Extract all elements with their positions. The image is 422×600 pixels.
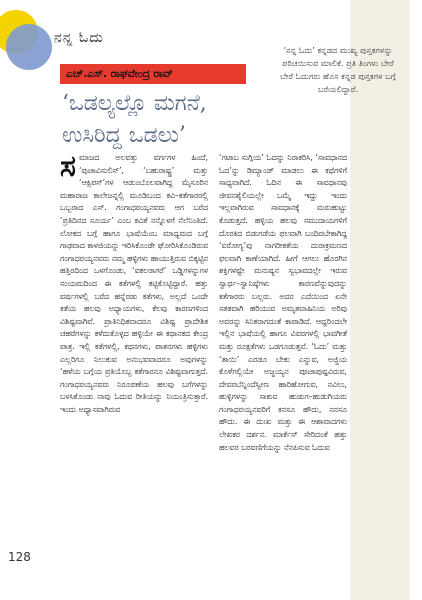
article-column-right: ‘ಗಟಾಬ ಸುಗ್ಗಿಯ’ ಓದನ್ನು ನಿರಾಕರಿಸಿ, ‘ಸಾವಧಾನದ ಓದ’ನ್ನು ಡಿಮ್ಯಾಂಡ್ ಮಾಡಲು ಈ ಕಥೆಗಳಿಗೆ ಸಾಧ್ಯವಾಗಿದೆ. ಓದಿನ ಈ ಸಾವಧಾನವು ಜೀವನಶೈಲಿಯಲ್ಲೇ ಒಮ್ಮೆ ಇದ್ದು ಇಂದು ಇಲ್ಲವಾಗಿರುವ ಸಾವಧಾನಕ್ಕೆ ಮರುಹುಟ್ಟು ಕೊಡುತ್ತದೆ. ಹಳ್ಳಿಯ ಹಲವು ಸಮುದಾಯಗಳಿಗೆ ದೊರಕಿದ ಬಿಡುಗಡೆಯ ಫಲವಾಗಿ ಬಂದಿರಬೇಕಾಗಿದ್ದ ‘ಐರೋಗ್ಯ’ವು ನಾಗರೀಕತೆಯ ದುರಾಕ್ರಮಣದ ಫಲವಾಗಿ ಕಾಣೆಯಾಗಿದೆ. ಹೀಗೆ ಆಗಲು ಹೊರಗಿನ ಶಕ್ತಿಗಳಷ್ಟೇ ಮನುಷ್ಯನ ಸ್ವಭಾವದಲ್ಲೇ ಇರುವ ಸ್ವಾರ್ಥ–ಸ್ವಾನಿಷ್ಠೆಗಳು ಕಾರಣವೆನ್ನುವುದನ್ನು ಕತೆಗಾರರು ಬಲ್ಲರು. ಅದರ ಎದೆಯಿಂದ ಏನೇ ಸತತವಾಗಿ ಹರಿಯುವ ಅಮೃತವಾಹಿನಿಯ ಅರಿವು ಅವರನ್ನು ಸಿನಿಕರಾಗದಂತೆ ಕಾಪಾಡಿದೆ. ಆದ್ದರಿಂದಲೇ ಇಲ್ಲಿನ ಭಾಷೆಯಲ್ಲಿ ಹಾಗೂ ವಿವರಗಳಲ್ಲಿ ಭಾವಗೀತೆ ಮತ್ತು ರೂಕ್ಷತೆಗಳು ಒಡಗೂಡುತ್ತವೆ. ‘ಓದು’ ಮತ್ತು ‘ತಾಯಿ’ ಎರಡೂ ಬೇಕು ಎನ್ನುವ, ಅಜ್ಜಿಯ ಕೊಳೆಗಲ್ಲಿಯೇ ಅಜ್ಜಯ್ಯನ ಪೂಜಾಪುಷ್ಪವಿರುವ, ದೇವರಬೆನ್ನಿಂದೆಸ್ವೀಣ ಹಾರಿಹೋಗುವ, ನವಿಲು, ಹುಳ್ಳಿಗಳನ್ನು ಸಾಕುವ ಹುಡುಗ–ಹುಡುಗಿಯರು ಗಂಗಾಧರಯ್ಯನವರಿಗೆ ಕನಸೂ ಹೌದು, ನನಸೂ ಹೌದು. ಈ ದುಃಖ ಮತ್ತು ಈ ಆಶಾವಾದಗಳು ಲೇಖಕರ ದರ್ಶನ. ಮಾರ್ಕೆಸ್ ಸೇರಿದಂತೆ ಹತ್ತು ಹಲವರ ಬರವಣಿಗೆಯನ್ನು ನೆನಪಿಸುವ ಓದುವ bbox=[219, 153, 347, 452]
article-title bbox=[62, 88, 262, 152]
series-intro: ‘ನನ್ನ ಓದು’ ಕನ್ನಡದ ಮುಖ್ಯ ಪುಸ್ತಕಗಳನ್ನು ಪರಿಚಯಿಸುವ ಮಾಲಿಕೆ. ಪ್ರತಿ ತಿಂಗಳು ಬೇರೆ ಬೇರೆ ಓದುಗರು ಹೊಸ ಕನ್ನಡ ಪುಸ್ತಕಗಳ ಬಗ್ಗೆ ಬರೆಯಲಿದ್ದಾರೆ. bbox=[280, 45, 396, 94]
drop-cap: ಸ bbox=[60, 149, 76, 184]
decorative-circle-blue bbox=[6, 24, 52, 70]
title-line-2: ಉಸಿರಿದ್ದ ಒಡಲು’ bbox=[62, 123, 186, 148]
section-label: ನನ್ನ ಓದು bbox=[54, 30, 104, 46]
left-column-text: ಮಾಜದ ಅಲವತ್ತು ವರ್ಗಗಳ ಹಿಂದೆ, ‘ಪುಜಾವಿಸುಲಿಸ್’, ‘ಬಹುರಾಷ್ಟ್ರ’ ಮತ್ತು ‘ಆಕ್ಸಿಪಸ್’ಗಳ ಆಡುಂಬೊಲವಾಗಿದ್ದ ಮೈಸೂರಿನ ಮಹಾರಾಜ ಕಾಲೇಜನ್ನಲ್ಲಿ ಮೂಡಿಬಂದ ಕವಿ–ಕತೆಗಾರರಲ್ಲಿ ಒಬ್ಬರಾದ ಎಸ್. ಗಂಗಾಧರಯ್ಯನವರು ಆಗ ಬರೆದ ‘ಪ್ರತಿದಿನದ ಸೂರ್ಯ’ ಎಂಬ ಕವಿತೆ ನನ್ನೊಳಗೆ ನೆಲೆನಿಂತಿದೆ. ಲೋಕದ ಬಗ್ಗೆ ಹಾಗೂ ಭಾಷೆಯೆಂಬ ಮಾಧ್ಯಮದ ಬಗ್ಗೆ ಗಾಢವಾದ ಕಾಳಜಿಯನ್ನು ಇರಿಸಿಕೊಂಡೇ ಘೋರಿಸಿಕೊಂಡಿರುವ ಗಂಗಾಧರಯ್ಯನವರು ನಮ್ಮ ಹಳ್ಳಿಗಳು ಹಾಯುತ್ತಿರುವ ಬಿಕ್ಕಟ್ಟಿನ ಹತ್ತಿರದಿಂದ ಒಳಗೊಂಡು, ‘ವಕಲರಾಗರೆ’ ಒಡ್ಡಿಗಳನ್ನುಗಳ ಸಂಯಮದಿಂದ ಈ ಕತೆಗಳಲ್ಲಿ ಕಟ್ಟಿಕೊಟ್ಟಿದ್ದಾರೆ. ಹತ್ತು ವರ್ಷಗಳಲ್ಲಿ ಬರೆದ ಹನ್ನೆರಡು ಕತೆಗಳು, ಅಲ್ಲದೆ ಒಂದೇ ಕತೆಯ ಹಲವು ಅಧ್ಯಾಯಗಳು, ಕೆಲವು ಕಾರಣಗಳಿಂದ ವಿಶಿಷ್ಟವಾಗಿವೆ. ಪ್ರಾತಿನಿಧಿಕವಾದರೂ ವಿಶಿಷ್ಟ ಪ್ರಾದೇಶಿಕ ಚಹರೆಗಳನ್ನು ಕಳೆದುಕೊಳ್ಳದ ಹಳ್ಳಿಯೇ ಈ ಕಥಾನಕದ ಕೇಂದ್ರ ಪಾತ್ರ. ಇಲ್ಲಿ ಕತೆಗಳಲ್ಲಿ, ಕಥನಗಳು, ಪಾತನಗಳು ಹಳ್ಳಿಗಳು ಎಲ್ಲರಿಗೂ ನಿಲುಕುವ ಅನುಭವವಾದರೂ ಅವುಗಳನ್ನು ‘ಹಳೆಯ ಬಗ್ಗೆಯ ಪ್ರತಿಯೊಬ್ಬ ಕತೆಗಾರನೂ ವಿಶಿಷ್ಟವಾಗುತ್ತದೆ. ಗಂಗಾಧರಯ್ಯನವರು ನಿರೂಪಣೆಯ ಹಲವು ಬಗೆಗಳನ್ನು ಬಳಸಿಕೊಂಡು ನಾವು ಓದುವ ರೀತಿಯನ್ನು ನಿಯಂತ್ರಿಸುತ್ತಾರೆ. ಇಂದು ಅಧ್ಯಾಸವಾಗಿರುವ bbox=[60, 153, 208, 414]
title-line-1: ‘ಒಡಲ್ಯಲ್ಲೊ ಮಗನೆ, bbox=[62, 91, 207, 116]
page-number: 128 bbox=[8, 550, 31, 564]
author-banner: ಎಚ್.ಎಸ್. ರಾಘವೇಂದ್ರ ರಾವ್ bbox=[60, 64, 246, 84]
article-column-left bbox=[60, 149, 208, 416]
